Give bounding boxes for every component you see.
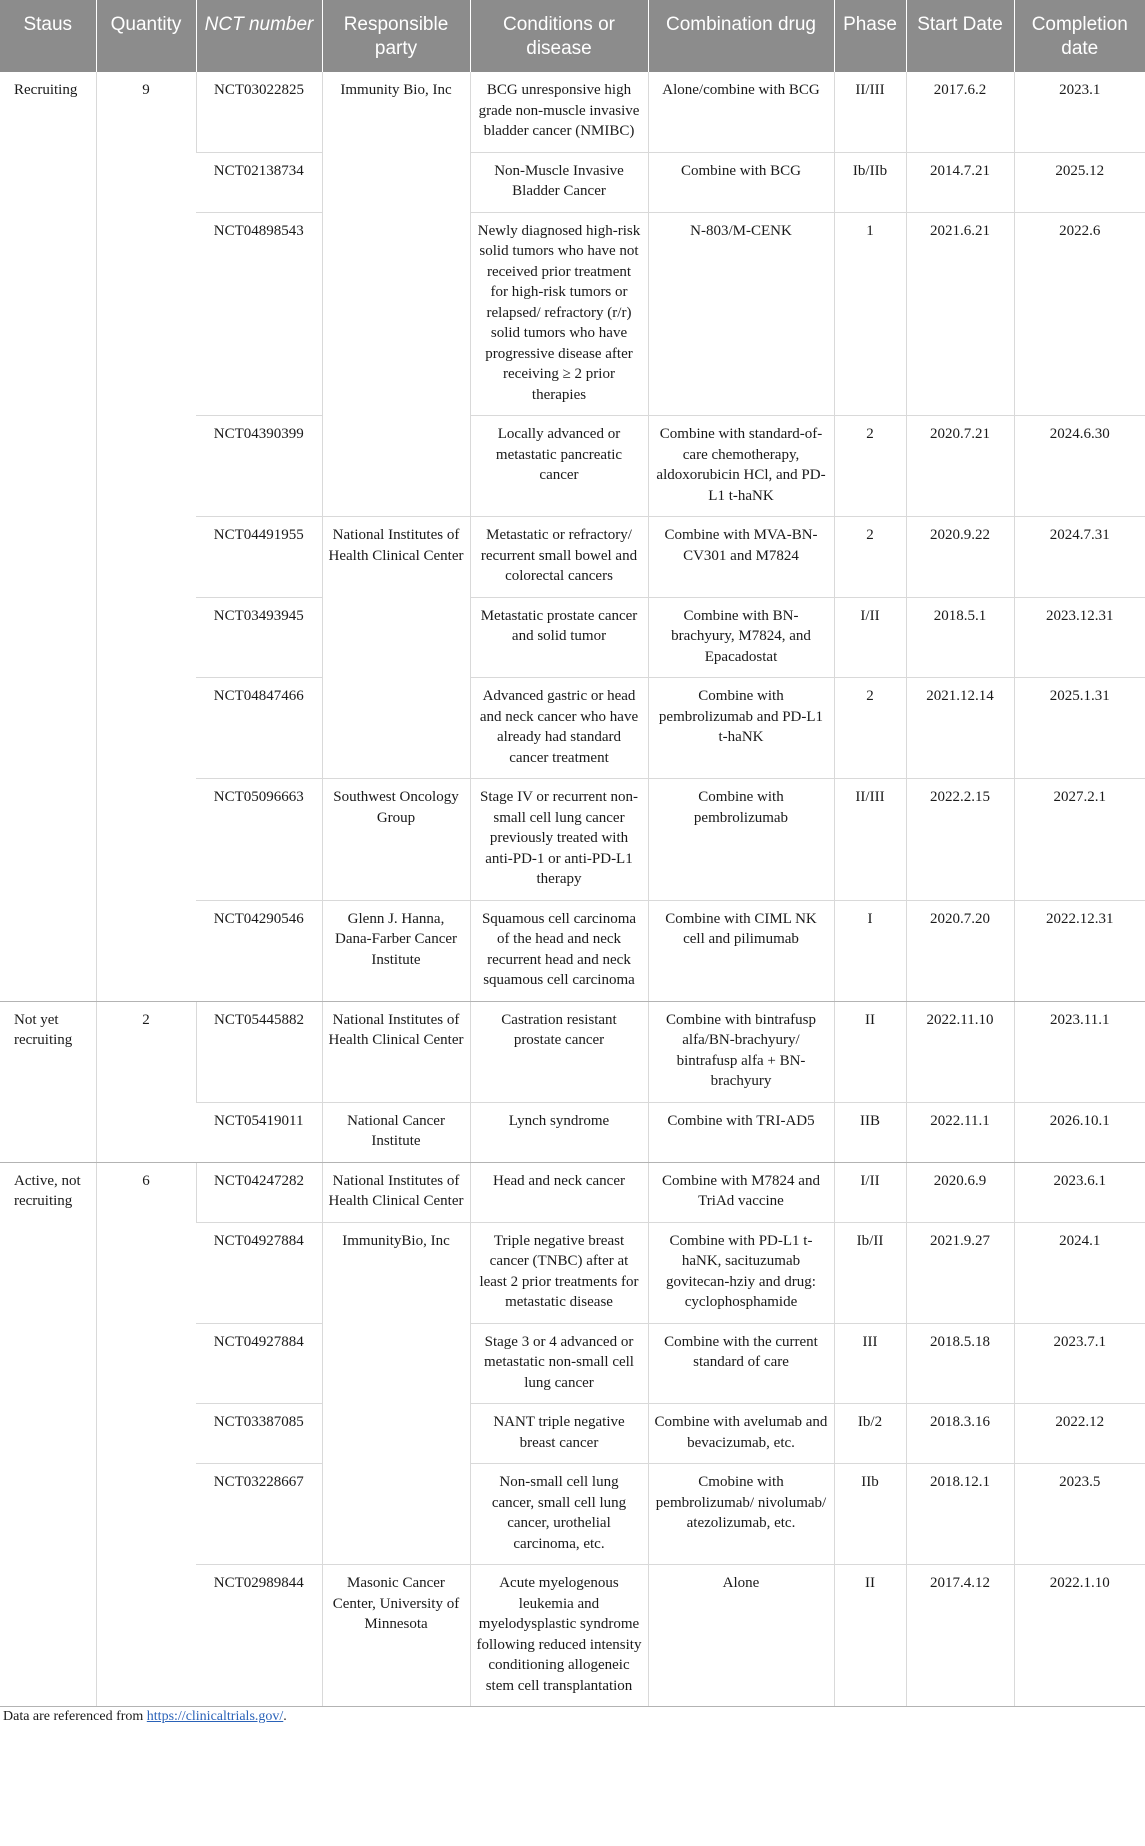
nct-number-cell: NCT03493945 <box>196 597 322 678</box>
completion-date-cell: 2025.1.31 <box>1014 678 1145 779</box>
completion-date-cell: 2022.6 <box>1014 212 1145 416</box>
completion-date-cell: 2022.12 <box>1014 1404 1145 1464</box>
header-conditions: Conditions or disease <box>470 0 648 72</box>
combination-drug-cell: Combine with bintrafusp alfa/BN-brachyury/ bintrafusp alfa + BN-brachyury <box>648 1001 834 1102</box>
start-date-cell: 2022.2.15 <box>906 779 1014 901</box>
completion-date-cell: 2022.1.10 <box>1014 1565 1145 1707</box>
combination-drug-cell: N-803/M-CENK <box>648 212 834 416</box>
combination-drug-cell: Combine with BN-brachyury, M7824, and Epacadostat <box>648 597 834 678</box>
completion-date-cell: 2024.6.30 <box>1014 416 1145 517</box>
nct-number-cell: NCT05096663 <box>196 779 322 901</box>
responsible-party-cell: ImmunityBio, Inc <box>322 1222 470 1565</box>
completion-date-cell: 2023.5 <box>1014 1464 1145 1565</box>
combination-drug-cell: Cmobine with pembrolizumab/ nivolumab/ atezolizumab, etc. <box>648 1464 834 1565</box>
phase-cell: I/II <box>834 1162 906 1222</box>
start-date-cell: 2020.7.21 <box>906 416 1014 517</box>
start-date-cell: 2020.6.9 <box>906 1162 1014 1222</box>
header-combination-drug: Combination drug <box>648 0 834 72</box>
combination-drug-cell: Alone <box>648 1565 834 1707</box>
header-quantity: Quantity <box>96 0 196 72</box>
phase-cell: 2 <box>834 517 906 598</box>
start-date-cell: 2021.6.21 <box>906 212 1014 416</box>
phase-cell: 1 <box>834 212 906 416</box>
nct-number-cell: NCT04247282 <box>196 1162 322 1222</box>
start-date-cell: 2014.7.21 <box>906 152 1014 212</box>
nct-number-cell: NCT05445882 <box>196 1001 322 1102</box>
combination-drug-cell: Combine with avelumab and bevacizumab, etc. <box>648 1404 834 1464</box>
completion-date-cell: 2026.10.1 <box>1014 1102 1145 1162</box>
nct-number-cell: NCT03387085 <box>196 1404 322 1464</box>
header-nct-number: NCT number <box>196 0 322 72</box>
start-date-cell: 2017.4.12 <box>906 1565 1014 1707</box>
responsible-party-cell: Glenn J. Hanna, Dana-Farber Cancer Institute <box>322 900 470 1001</box>
nct-number-cell: NCT02138734 <box>196 152 322 212</box>
condition-cell: Castration resistant prostate cancer <box>470 1001 648 1102</box>
condition-cell: Non-Muscle Invasive Bladder Cancer <box>470 152 648 212</box>
phase-cell: II <box>834 1565 906 1707</box>
responsible-party-cell: National Institutes of Health Clinical Center <box>322 1001 470 1102</box>
completion-date-cell: 2027.2.1 <box>1014 779 1145 901</box>
table-row <box>0 72 1145 152</box>
footnote <box>3 1709 1145 1725</box>
condition-cell: Newly diagnosed high-risk solid tumors who have not received prior treatment for high-risk tumors or relapsed/ refractory (r/r) solid tumors who have progressive disease after receiving ≥ 2 prior therapies <box>470 212 648 416</box>
combination-drug-cell: Combine with standard-of-care chemotherapy, aldoxorubicin HCl, and PD-L1 t-haNK <box>648 416 834 517</box>
footnote-suffix: . <box>283 1709 287 1724</box>
responsible-party-cell: Immunity Bio, Inc <box>322 72 470 517</box>
start-date-cell: 2022.11.1 <box>906 1102 1014 1162</box>
combination-drug-cell: Combine with BCG <box>648 152 834 212</box>
table-body <box>0 72 1145 1707</box>
phase-cell: Ib/II <box>834 1222 906 1323</box>
nct-number-cell: NCT04898543 <box>196 212 322 416</box>
start-date-cell: 2017.6.2 <box>906 72 1014 152</box>
start-date-cell: 2018.3.16 <box>906 1404 1014 1464</box>
table-row <box>0 1162 1145 1222</box>
phase-cell: 2 <box>834 416 906 517</box>
nct-number-cell: NCT04927884 <box>196 1323 322 1404</box>
start-date-cell: 2020.9.22 <box>906 517 1014 598</box>
completion-date-cell: 2023.6.1 <box>1014 1162 1145 1222</box>
nct-number-cell: NCT04927884 <box>196 1222 322 1323</box>
phase-cell: Ib/2 <box>834 1404 906 1464</box>
start-date-cell: 2020.7.20 <box>906 900 1014 1001</box>
start-date-cell: 2018.12.1 <box>906 1464 1014 1565</box>
condition-cell: Metastatic or refractory/ recurrent small bowel and colorectal cancers <box>470 517 648 598</box>
start-date-cell: 2018.5.1 <box>906 597 1014 678</box>
combination-drug-cell: Alone/combine with BCG <box>648 72 834 152</box>
phase-cell: IIB <box>834 1102 906 1162</box>
completion-date-cell: 2023.7.1 <box>1014 1323 1145 1404</box>
condition-cell: Lynch syndrome <box>470 1102 648 1162</box>
condition-cell: Stage IV or recurrent non-small cell lung cancer previously treated with anti-PD-1 or anti-PD-L1 therapy <box>470 779 648 901</box>
combination-drug-cell: Combine with CIML NK cell and pilimumab <box>648 900 834 1001</box>
nct-number-cell: NCT03022825 <box>196 72 322 152</box>
status-cell: Recruiting <box>0 72 96 1001</box>
status-cell: Active, not recruiting <box>0 1162 96 1707</box>
completion-date-cell: 2023.1 <box>1014 72 1145 152</box>
combination-drug-cell: Combine with TRI-AD5 <box>648 1102 834 1162</box>
phase-cell: II <box>834 1001 906 1102</box>
condition-cell: Head and neck cancer <box>470 1162 648 1222</box>
start-date-cell: 2021.12.14 <box>906 678 1014 779</box>
combination-drug-cell: Combine with MVA-BN-CV301 and M7824 <box>648 517 834 598</box>
completion-date-cell: 2024.7.31 <box>1014 517 1145 598</box>
combination-drug-cell: Combine with pembrolizumab and PD-L1 t-haNK <box>648 678 834 779</box>
completion-date-cell: 2024.1 <box>1014 1222 1145 1323</box>
start-date-cell: 2018.5.18 <box>906 1323 1014 1404</box>
header-responsible-party: Responsible party <box>322 0 470 72</box>
condition-cell: Triple negative breast cancer (TNBC) after at least 2 prior treatments for metastatic disease <box>470 1222 648 1323</box>
nct-number-cell: NCT03228667 <box>196 1464 322 1565</box>
table-header-row <box>0 0 1145 72</box>
condition-cell: Locally advanced or metastatic pancreatic cancer <box>470 416 648 517</box>
footnote-link[interactable]: https://clinicaltrials.gov/ <box>146 1709 284 1724</box>
completion-date-cell: 2023.11.1 <box>1014 1001 1145 1102</box>
header-completion-date: Completion date <box>1014 0 1145 72</box>
phase-cell: II/III <box>834 779 906 901</box>
condition-cell: Acute myelogenous leukemia and myelodysplastic syndrome following reduced intensity conditioning allogeneic stem cell transplantation <box>470 1565 648 1707</box>
condition-cell: Advanced gastric or head and neck cancer who have already had standard cancer treatment <box>470 678 648 779</box>
nct-number-cell: NCT05419011 <box>196 1102 322 1162</box>
quantity-cell: 9 <box>96 72 196 1001</box>
responsible-party-cell: National Institutes of Health Clinical Center <box>322 517 470 779</box>
condition-cell: Squamous cell carcinoma of the head and neck recurrent head and neck squamous cell carcinoma <box>470 900 648 1001</box>
quantity-cell: 2 <box>96 1001 196 1162</box>
header-status: Staus <box>0 0 96 72</box>
phase-cell: Ib/IIb <box>834 152 906 212</box>
phase-cell: III <box>834 1323 906 1404</box>
combination-drug-cell: Combine with PD-L1 t-haNK, sacituzumab govitecan-hziy and drug: cyclophosphamide <box>648 1222 834 1323</box>
combination-drug-cell: Combine with pembrolizumab <box>648 779 834 901</box>
responsible-party-cell: Southwest Oncology Group <box>322 779 470 901</box>
responsible-party-cell: Masonic Cancer Center, University of Minnesota <box>322 1565 470 1707</box>
completion-date-cell: 2023.12.31 <box>1014 597 1145 678</box>
table-row <box>0 1001 1145 1102</box>
start-date-cell: 2022.11.10 <box>906 1001 1014 1102</box>
footnote-text: Data are referenced from <box>3 1709 147 1724</box>
nct-number-cell: NCT04390399 <box>196 416 322 517</box>
responsible-party-cell: National Cancer Institute <box>322 1102 470 1162</box>
header-start-date: Start Date <box>906 0 1014 72</box>
header-phase: Phase <box>834 0 906 72</box>
phase-cell: II/III <box>834 72 906 152</box>
condition-cell: BCG unresponsive high grade non-muscle invasive bladder cancer (NMIBC) <box>470 72 648 152</box>
phase-cell: I <box>834 900 906 1001</box>
combination-drug-cell: Combine with M7824 and TriAd vaccine <box>648 1162 834 1222</box>
responsible-party-cell: National Institutes of Health Clinical Center <box>322 1162 470 1222</box>
nct-number-cell: NCT04491955 <box>196 517 322 598</box>
phase-cell: IIb <box>834 1464 906 1565</box>
quantity-cell: 6 <box>96 1162 196 1707</box>
nct-number-cell: NCT02989844 <box>196 1565 322 1707</box>
condition-cell: Metastatic prostate cancer and solid tumor <box>470 597 648 678</box>
phase-cell: 2 <box>834 678 906 779</box>
condition-cell: Non-small cell lung cancer, small cell lung cancer, urothelial carcinoma, etc. <box>470 1464 648 1565</box>
status-cell: Not yet recruiting <box>0 1001 96 1162</box>
start-date-cell: 2021.9.27 <box>906 1222 1014 1323</box>
nct-number-cell: NCT04290546 <box>196 900 322 1001</box>
condition-cell: Stage 3 or 4 advanced or metastatic non-small cell lung cancer <box>470 1323 648 1404</box>
completion-date-cell: 2022.12.31 <box>1014 900 1145 1001</box>
completion-date-cell: 2025.12 <box>1014 152 1145 212</box>
phase-cell: I/II <box>834 597 906 678</box>
combination-drug-cell: Combine with the current standard of care <box>648 1323 834 1404</box>
condition-cell: NANT triple negative breast cancer <box>470 1404 648 1464</box>
nct-number-cell: NCT04847466 <box>196 678 322 779</box>
